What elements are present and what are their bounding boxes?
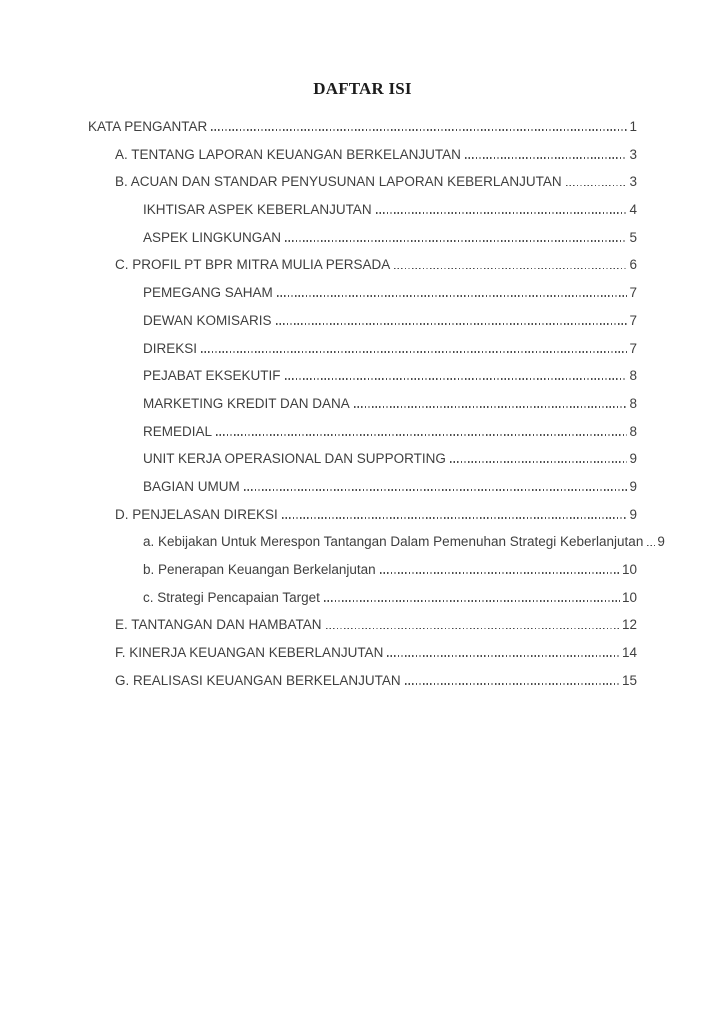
toc-page-number: 7 <box>629 312 637 328</box>
toc-entry <box>88 196 637 224</box>
toc-dot-leader <box>285 378 628 380</box>
toc-page-number: 7 <box>629 340 637 356</box>
page-title: DAFTAR ISI <box>313 79 412 98</box>
toc-dot-leader <box>201 351 627 353</box>
toc-entry <box>88 501 637 529</box>
toc-entry-label: a. Kebijakan Untuk Merespon Tantangan Dalam Pemenuhan Strategi Keberlanjutan <box>143 534 644 550</box>
toc-page-number: 9 <box>657 534 665 550</box>
toc-entry <box>88 168 637 196</box>
toc-page-number: 3 <box>629 174 637 190</box>
toc-entry-label: B. ACUAN DAN STANDAR PENYUSUNAN LAPORAN KEBERLANJUTAN <box>115 174 562 190</box>
toc-entry <box>88 445 637 473</box>
toc-entry-label: REMEDIAL <box>143 423 213 439</box>
toc-dot-leader <box>354 406 628 408</box>
toc-dot-leader <box>285 240 627 242</box>
toc-entry <box>88 113 637 141</box>
toc-dot-leader <box>376 212 628 214</box>
toc-entry <box>88 335 637 363</box>
toc-dot-leader <box>326 628 620 630</box>
toc-entry <box>88 224 637 252</box>
toc-entry-label: b. Penerapan Keuangan Berkelanjutan <box>143 562 376 577</box>
toc-dot-leader <box>394 268 627 270</box>
toc-entry-label: PEJABAT EKSEKUTIF <box>143 368 281 384</box>
toc-entry-label: UNIT KERJA OPERASIONAL DAN SUPPORTING <box>143 451 446 467</box>
toc-entry <box>88 639 637 667</box>
toc-entry-label: BAGIAN UMUM <box>143 478 240 494</box>
toc-page-number: 14 <box>621 645 637 661</box>
toc-page-number: 8 <box>629 368 637 384</box>
toc-entry <box>88 611 637 639</box>
toc-page-number: 9 <box>629 478 637 494</box>
toc-dot-leader <box>211 129 627 131</box>
toc-entry-label: KATA PENGANTAR <box>88 119 208 134</box>
toc-page-number: 12 <box>621 617 637 633</box>
toc-page-number: 9 <box>629 451 637 467</box>
toc-page-number: 15 <box>621 672 637 688</box>
toc-page-number: 10 <box>621 589 637 605</box>
toc-entry <box>88 528 665 556</box>
table-of-contents <box>88 113 665 694</box>
toc-page-number: 1 <box>629 119 637 134</box>
toc-entry-label: F. KINERJA KEUANGAN KEBERLANJUTAN <box>115 645 384 661</box>
toc-entry <box>88 584 637 612</box>
toc-entry <box>88 362 637 390</box>
toc-entry <box>88 390 637 418</box>
toc-dot-leader <box>277 295 628 297</box>
toc-entry-label: D. PENJELASAN DIREKSI <box>115 506 278 522</box>
toc-page-number: 5 <box>629 229 637 245</box>
toc-page-number: 8 <box>629 423 637 439</box>
toc-page-number: 8 <box>629 395 637 411</box>
toc-entry-label: E. TANTANGAN DAN HAMBATAN <box>115 617 322 633</box>
toc-dot-leader <box>282 517 628 519</box>
toc-page-number: 6 <box>629 257 637 273</box>
toc-page-number: 4 <box>629 202 637 218</box>
toc-dot-leader <box>276 323 628 325</box>
toc-dot-leader <box>387 655 620 657</box>
toc-dot-leader <box>566 185 628 187</box>
toc-entry <box>88 307 637 335</box>
toc-dot-leader <box>465 157 628 159</box>
toc-page-number: 7 <box>629 285 637 301</box>
toc-entry-label: ASPEK LINGKUNGAN <box>143 229 282 245</box>
toc-entry-label: MARKETING KREDIT DAN DANA <box>143 395 350 411</box>
toc-page-number: 9 <box>629 506 637 522</box>
toc-entry-label: C. PROFIL PT BPR MITRA MULIA PERSADA <box>115 257 391 273</box>
toc-page-number: 3 <box>629 146 637 162</box>
toc-dot-leader <box>324 600 620 602</box>
toc-dot-leader <box>380 572 620 574</box>
toc-entry-label: DIREKSI <box>143 340 198 356</box>
toc-entry-label: IKHTISAR ASPEK KEBERLANJUTAN <box>143 202 372 218</box>
toc-dot-leader <box>216 434 627 436</box>
toc-entry <box>88 141 637 169</box>
toc-entry-label: c. Strategi Pencapaian Target <box>143 589 320 605</box>
toc-entry <box>88 473 637 501</box>
toc-entry <box>88 667 637 695</box>
toc-dot-leader <box>405 683 620 685</box>
toc-entry <box>88 251 637 279</box>
toc-entry-label: A. TENTANG LAPORAN KEUANGAN BERKELANJUTAN <box>115 146 461 162</box>
toc-entry <box>88 279 637 307</box>
toc-entry-label: G. REALISASI KEUANGAN BERKELANJUTAN <box>115 672 401 688</box>
toc-entry-label: DEWAN KOMISARIS <box>143 312 272 328</box>
toc-dot-leader <box>450 461 628 463</box>
toc-entry-label: PEMEGANG SAHAM <box>143 285 273 301</box>
toc-dot-leader <box>647 545 655 547</box>
toc-page-number: 10 <box>621 562 637 577</box>
toc-entry <box>88 556 637 584</box>
toc-dot-leader <box>244 489 628 491</box>
toc-entry <box>88 418 637 446</box>
